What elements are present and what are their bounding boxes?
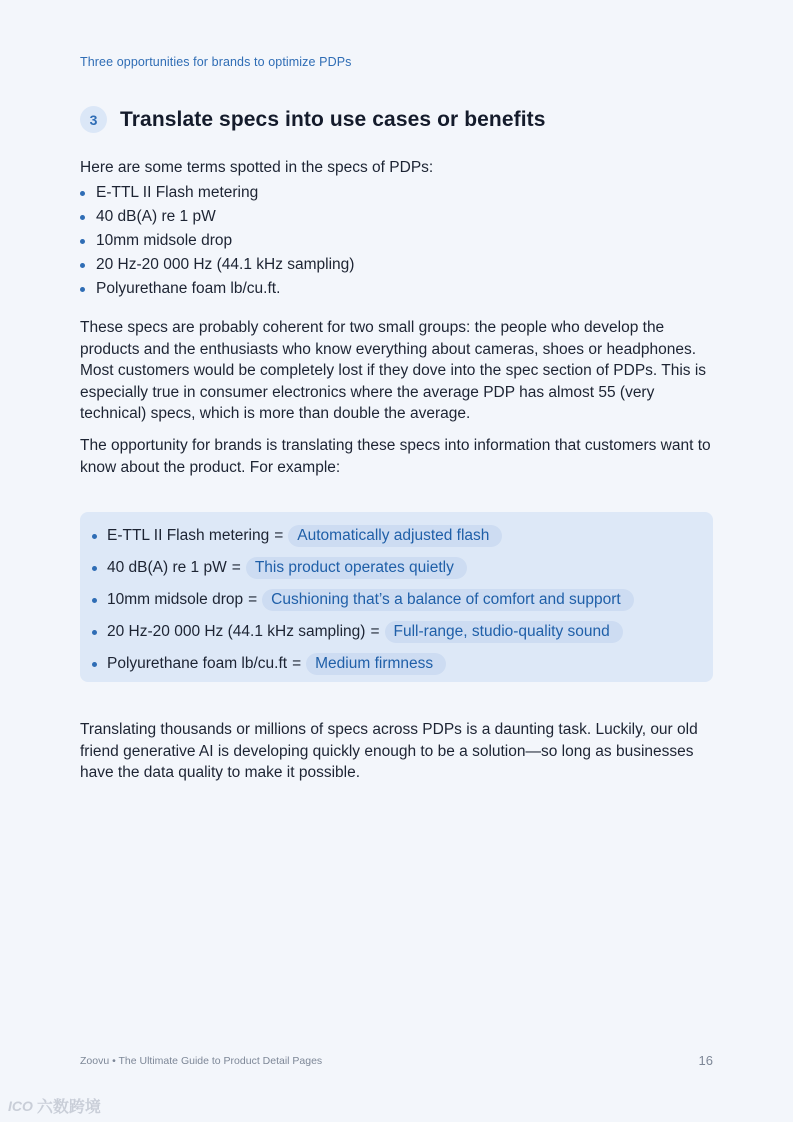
- example-row: [92, 552, 713, 584]
- bullet-icon: [80, 287, 85, 292]
- watermark-logo-icon: ICO: [8, 1097, 33, 1114]
- example-spec: Polyurethane foam lb/cu.ft: [107, 655, 288, 672]
- bullet-icon: [92, 598, 97, 603]
- benefit-pill: Cushioning that’s a balance of comfort and support: [262, 589, 634, 611]
- benefit-pill: This product operates quietly: [246, 557, 467, 579]
- example-spec: 40 dB(A) re 1 pW: [107, 559, 227, 576]
- list-item: [80, 181, 354, 205]
- list-item: [80, 205, 354, 229]
- equals-sign: =: [292, 655, 302, 672]
- bullet-icon: [92, 566, 97, 571]
- spec-term-list: [80, 181, 354, 301]
- watermark: [8, 1094, 101, 1117]
- benefit-pill: Full-range, studio-quality sound: [385, 621, 623, 643]
- list-item: [80, 229, 354, 253]
- section-title: Translate specs into use cases or benefits: [120, 107, 546, 131]
- bullet-icon: [80, 191, 85, 196]
- bullet-icon: [80, 263, 85, 268]
- benefit-pill: Medium firmness: [306, 653, 446, 675]
- equals-sign: =: [370, 623, 380, 640]
- body-paragraph: These specs are probably coherent for two small groups: the people who develop the products and the enthusiasts who know everything about cameras, shoes or headphones. Most customers would be completely lost if they dove into the spec section of PDPs. This is especially true in consumer electronics where the average PDP has almost 55 (very technical) specs, which is more than double the average.: [80, 319, 707, 422]
- example-row: [92, 616, 713, 648]
- section-heading: [80, 106, 546, 133]
- spec-term: 20 Hz-20 000 Hz (44.1 kHz sampling): [96, 256, 355, 273]
- section-number-badge: 3: [80, 106, 107, 133]
- page-number: 16: [698, 1053, 713, 1068]
- bullet-icon: [92, 630, 97, 635]
- benefit-pill: Automatically adjusted flash: [288, 525, 502, 547]
- example-row: [92, 584, 713, 616]
- example-spec: 20 Hz-20 000 Hz (44.1 kHz sampling): [107, 623, 366, 640]
- watermark-text: 六数跨境: [36, 1099, 101, 1116]
- list-item: [80, 253, 354, 277]
- intro-text: Here are some terms spotted in the specs of PDPs:: [80, 159, 434, 176]
- equals-sign: =: [274, 527, 284, 544]
- bullet-icon: [80, 239, 85, 244]
- example-spec: E-TTL II Flash metering: [107, 527, 270, 544]
- example-row: [92, 520, 713, 552]
- example-spec: 10mm midsole drop: [107, 591, 244, 608]
- running-header: Three opportunities for brands to optimize PDPs: [80, 55, 352, 69]
- body-paragraph: Translating thousands or millions of specs across PDPs is a daunting task. Luckily, our old friend generative AI is developing quickly enough to be a solution—so long as businesses have the data quality to make it possible.: [80, 721, 698, 781]
- footer-source: Zoovu • The Ultimate Guide to Product Detail Pages: [80, 1055, 323, 1067]
- bullet-icon: [92, 534, 97, 539]
- equals-sign: =: [248, 591, 258, 608]
- spec-term: Polyurethane foam lb/cu.ft.: [96, 280, 281, 297]
- bullet-icon: [80, 215, 85, 220]
- spec-term: 40 dB(A) re 1 pW: [96, 208, 216, 225]
- example-box: [80, 512, 713, 682]
- list-item: [80, 277, 354, 301]
- body-paragraph: The opportunity for brands is translating these specs into information that customers want to know about the product. For example:: [80, 437, 711, 476]
- spec-term: E-TTL II Flash metering: [96, 184, 259, 201]
- equals-sign: =: [231, 559, 241, 576]
- example-row: [92, 648, 713, 680]
- bullet-icon: [92, 662, 97, 667]
- spec-term: 10mm midsole drop: [96, 232, 233, 249]
